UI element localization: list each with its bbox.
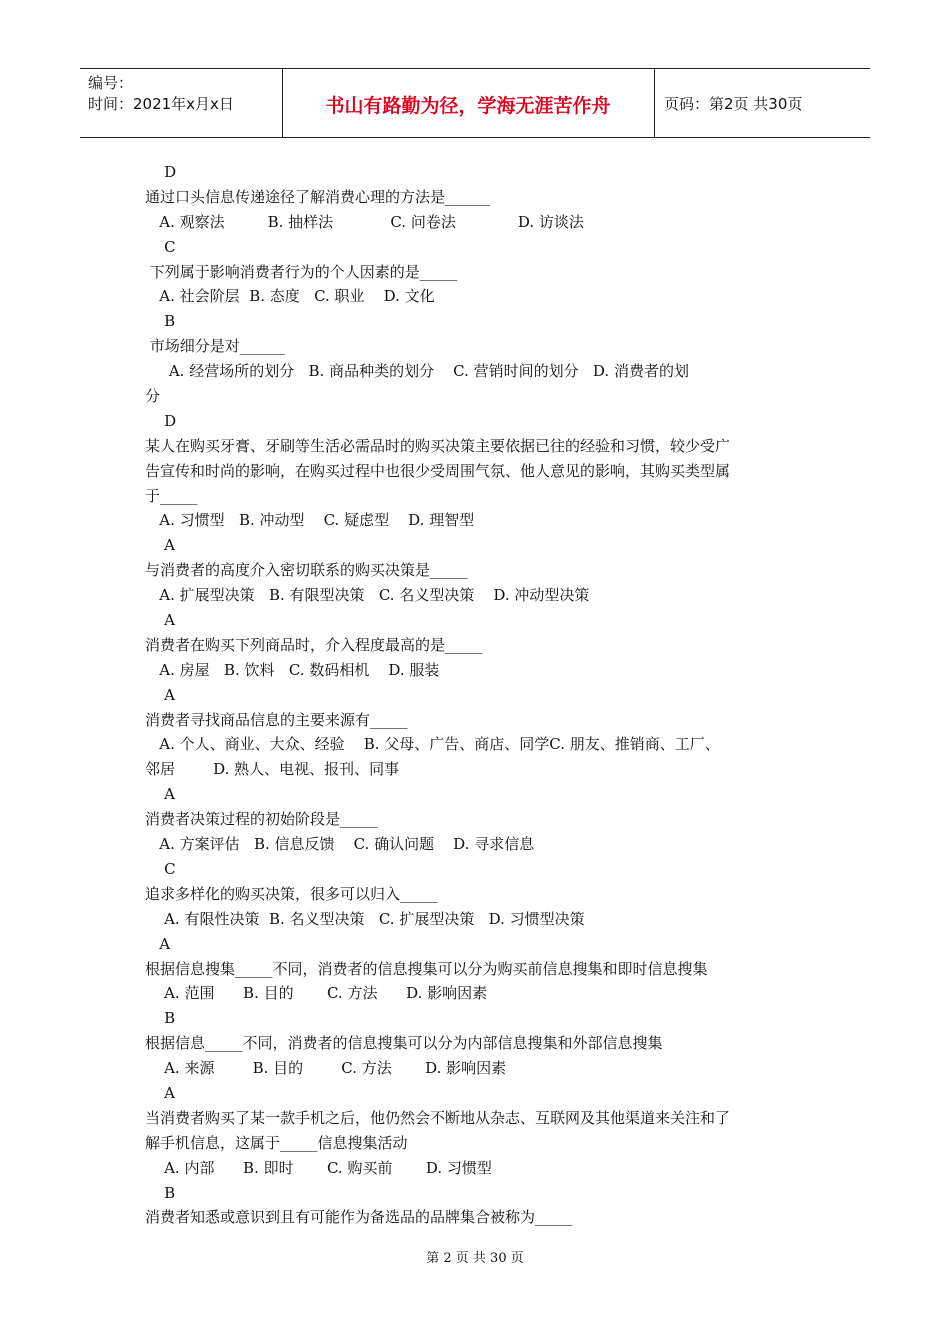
text-line: A. 房屋 B. 饮料 C. 数码相机 D. 服装 <box>145 660 440 679</box>
text-line: 消费者在购买下列商品时，介入程度最高的是_____ <box>145 635 483 654</box>
page-footer: 第 2 页 共 30 页 <box>426 1251 524 1266</box>
text-line: A <box>145 785 175 804</box>
text-line: 下列属于影响消费者行为的个人因素的是_____ <box>145 262 458 281</box>
text-line: C <box>145 237 176 256</box>
text-line: A. 方案评估 B. 信息反馈 C. 确认问题 D. 寻求信息 <box>145 835 535 854</box>
header-divider <box>654 69 655 137</box>
text-line: A <box>145 685 175 704</box>
text-line: 消费者寻找商品信息的主要来源有_____ <box>145 710 408 729</box>
text-line: 邻居 D. 熟人、电视、报刊、同事 <box>145 760 400 779</box>
text-line: 根据信息搜集_____不同，消费者的信息搜集可以分为购买前信息搜集和即时信息搜集 <box>145 959 708 978</box>
text-line: 市场细分是对______ <box>145 337 285 356</box>
text-line: A. 扩展型决策 B. 有限型决策 C. 名义型决策 D. 冲动型决策 <box>145 586 590 605</box>
text-line: 分 <box>145 387 161 406</box>
question-list <box>145 160 825 1230</box>
text-line: D <box>145 411 177 430</box>
text-line: 告宣传和时尚的影响，在购买过程中也很少受周围气氛、他人意见的影响，其购买类型属 <box>145 461 731 480</box>
text-line: 某人在购买牙膏、牙刷等生活必需品时的购买决策主要依据已往的经验和习惯，较少受广 <box>145 436 731 455</box>
text-line: B <box>145 1009 176 1028</box>
text-line: A. 来源 B. 目的 C. 方法 D. 影响因素 <box>145 1059 507 1078</box>
header-motto: 书山有路勤为径，学海无涯苦作舟 <box>325 95 611 117</box>
text-line: 通过口头信息传递途径了解消费心理的方法是______ <box>145 187 491 206</box>
text-line: 追求多样化的购买决策，很多可以归入_____ <box>145 884 438 903</box>
text-line: 当消费者购买了某一款手机之后，他仍然会不断地从杂志、互联网及其他渠道来关注和了 <box>145 1108 731 1127</box>
text-line: 消费者决策过程的初始阶段是_____ <box>145 810 378 829</box>
text-line: A. 个人、商业、大众、经验 B. 父母、广告、商店、同学C. 朋友、推销商、工厂、 <box>145 735 720 754</box>
text-line: A. 内部 B. 即时 C. 购买前 D. 习惯型 <box>145 1158 492 1177</box>
document-number-label: 编号： <box>88 74 134 92</box>
page-header <box>80 68 870 138</box>
text-line: B <box>145 1183 176 1202</box>
text-line: 根据信息_____不同，消费者的信息搜集可以分为内部信息搜集和外部信息搜集 <box>145 1034 663 1053</box>
text-line: A. 社会阶层 B. 态度 C. 职业 D. 文化 <box>145 287 435 306</box>
text-line: B <box>145 312 176 331</box>
header-meta <box>88 73 234 115</box>
text-line: 于_____ <box>145 486 198 505</box>
text-line: D <box>145 163 177 181</box>
text-line: A <box>145 611 175 630</box>
text-line: 解手机信息，这属于_____信息搜集活动 <box>145 1133 408 1152</box>
text-line: A. 经营场所的划分 B. 商品种类的划分 C. 营销时间的划分 D. 消费者的划 <box>145 362 689 381</box>
text-line: 与消费者的高度介入密切联系的购买决策是_____ <box>145 561 468 580</box>
text-line: A. 观察法 B. 抽样法 C. 问卷法 D. 访谈法 <box>145 212 584 231</box>
text-line: A. 习惯型 B. 冲动型 C. 疑虑型 D. 理智型 <box>145 511 475 530</box>
text-line: A <box>145 934 171 953</box>
text-line: A. 有限性决策 B. 名义型决策 C. 扩展型决策 D. 习惯型决策 <box>145 909 585 928</box>
text-line: A <box>145 536 175 555</box>
header-page-info: 页码：第2页 共30页 <box>664 95 803 113</box>
text-line: 消费者知悉或意识到且有可能作为备选品的品牌集合被称为_____ <box>145 1208 573 1227</box>
text-line: A. 范围 B. 目的 C. 方法 D. 影响因素 <box>145 984 488 1003</box>
text-line: A <box>145 1083 175 1102</box>
text-line: C <box>145 859 176 878</box>
document-date: 时间：2021年x月x日 <box>88 95 234 113</box>
